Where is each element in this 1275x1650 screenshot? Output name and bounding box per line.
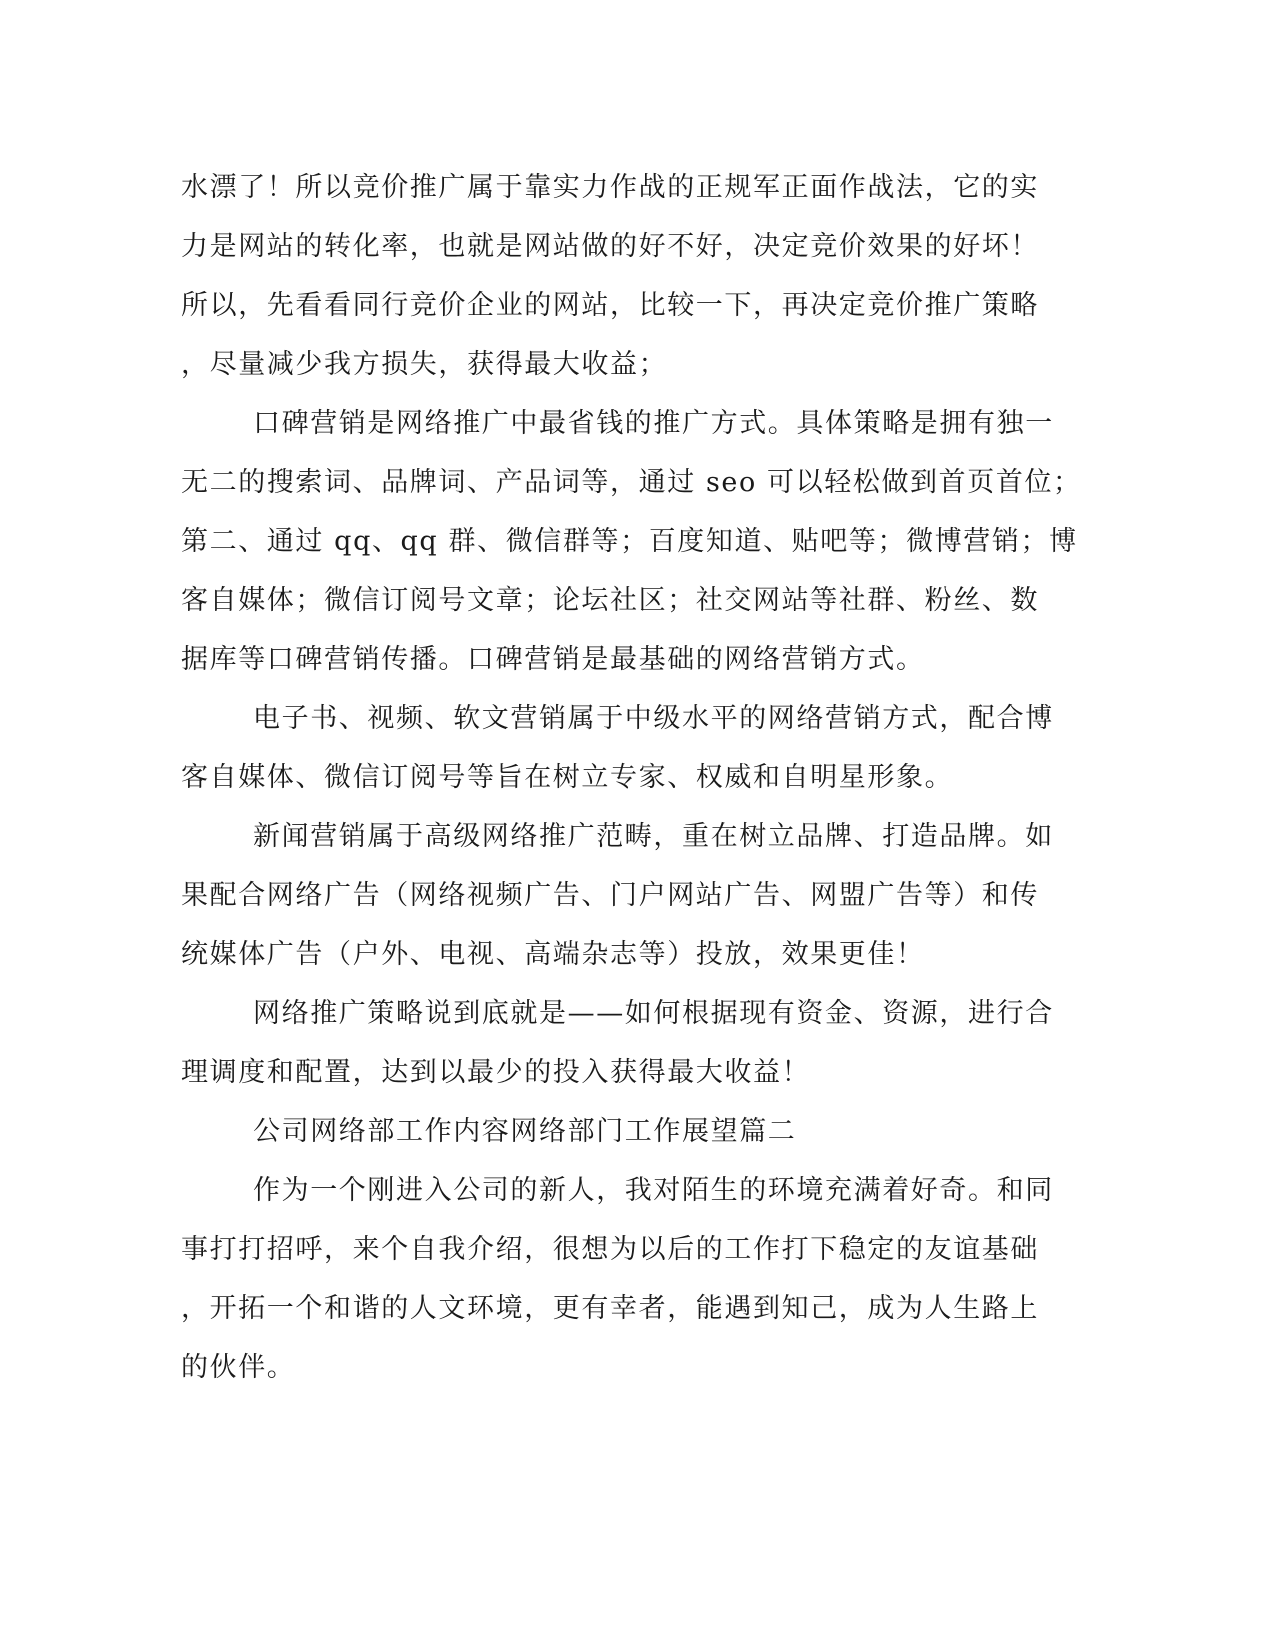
text-line: ，开拓一个和谐的人文环境，更有幸者，能遇到知己，成为人生路上 (181, 1293, 1039, 1324)
text-line: 统媒体广告（户外、电视、高端杂志等）投放，效果更佳！ (181, 939, 925, 970)
text-line: 的伙伴。 (181, 1352, 296, 1383)
text-line: ，尽量减少我方损失，获得最大收益； (181, 349, 668, 380)
text-line: 客自媒体；微信订阅号文章；论坛社区；社交网站等社群、粉丝、数 (181, 585, 1039, 616)
text-line: 所以，先看看同行竞价企业的网站，比较一下，再决定竞价推广策略 (181, 290, 1039, 321)
paragraph-start-line: 电子书、视频、软文营销属于中级水平的网络营销方式，配合博 (253, 703, 1054, 734)
text-line: 客自媒体、微信订阅号等旨在树立专家、权威和自明星形象。 (181, 762, 954, 793)
text-line: 理调度和配置，达到以最少的投入获得最大收益！ (181, 1057, 811, 1088)
paragraph-start-line: 新闻营销属于高级网络推广范畴，重在树立品牌、打造品牌。如 (253, 821, 1054, 852)
text-line: 无二的搜索词、品牌词、产品词等，通过 seo 可以轻松做到首页首位； (181, 467, 1082, 498)
text-line: 第二、通过 qq、qq 群、微信群等；百度知道、贴吧等；微博营销；博 (181, 526, 1078, 557)
text-line: 据库等口碑营销传播。口碑营销是最基础的网络营销方式。 (181, 644, 925, 675)
text-line: 事打打招呼，来个自我介绍，很想为以后的工作打下稳定的友谊基础 (181, 1234, 1039, 1265)
paragraph-start-line: 口碑营销是网络推广中最省钱的推广方式。具体策略是拥有独一 (253, 408, 1054, 439)
paragraph-start-line: 网络推广策略说到底就是——如何根据现有资金、资源，进行合 (253, 998, 1054, 1029)
text-line: 水漂了！所以竞价推广属于靠实力作战的正规军正面作战法，它的实 (181, 172, 1039, 203)
text-line: 果配合网络广告（网络视频广告、门户网站广告、网盟广告等）和传 (181, 880, 1039, 911)
text-line: 力是网站的转化率，也就是网站做的好不好，决定竞价效果的好坏！ (181, 231, 1039, 262)
paragraph-start-line: 作为一个刚进入公司的新人，我对陌生的环境充满着好奇。和同 (253, 1175, 1054, 1206)
document-body (181, 158, 1082, 1397)
section-heading: 公司网络部工作内容网络部门工作展望篇二 (253, 1116, 797, 1147)
